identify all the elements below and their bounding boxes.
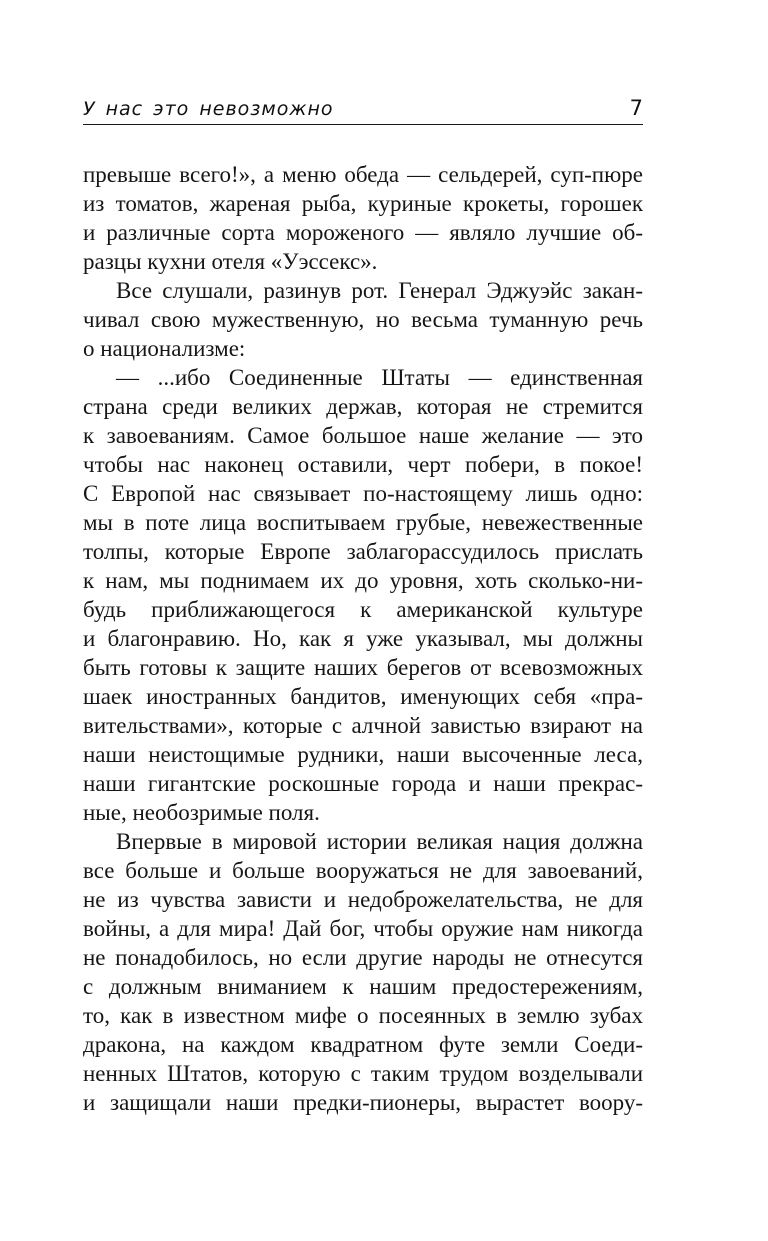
text-line: превыше всего!», а меню обеда — сельдерей, суп-пюре bbox=[83, 162, 643, 187]
text-line: — ...ибо Соединенные Штаты — единственная bbox=[116, 365, 643, 390]
text-line: и различные сорта мороженого — являло лучшие об- bbox=[83, 220, 643, 245]
text-line: С Европой нас связывает по-настоящему лишь одно: bbox=[83, 481, 643, 506]
body-text bbox=[83, 160, 643, 1117]
text-line: чивал свою мужественную, но весьма туманную речь bbox=[83, 307, 643, 332]
text-line: дракона, на каждом квадратном футе земли Соеди- bbox=[83, 1032, 643, 1057]
text-line: с должным вниманием к нашим предостережениям, bbox=[83, 974, 643, 999]
running-header bbox=[83, 96, 643, 125]
text-line: о национализме: bbox=[83, 336, 246, 361]
text-line: мы в поте лица воспитываем грубые, невежественные bbox=[83, 510, 643, 535]
page-number: 7 bbox=[629, 96, 643, 120]
text-line: наши гигантские роскошные города и наши прекрас- bbox=[83, 771, 643, 796]
book-page bbox=[83, 96, 643, 1117]
text-line: не из чувства зависти и недоброжелательства, не для bbox=[83, 887, 643, 912]
text-line: к завоеваниям. Самое большое наше желание — это bbox=[83, 423, 643, 448]
text-line: шаек иностранных бандитов, именующих себя «пра- bbox=[83, 684, 643, 709]
text-line: разцы кухни отеля «Уэссекс». bbox=[83, 249, 378, 274]
text-line: войны, а для мира! Дай бог, чтобы оружие нам никогда bbox=[83, 916, 643, 941]
text-line: то, как в известном мифе о посеянных в землю зубах bbox=[83, 1003, 643, 1028]
text-line: не понадобилось, но если другие народы не отнесутся bbox=[83, 945, 643, 970]
text-line: чтобы нас наконец оставили, черт побери, в покое! bbox=[83, 452, 643, 477]
text-line: ненных Штатов, которую с таким трудом возделывали bbox=[83, 1061, 643, 1086]
text-line: и защищали наши предки-пионеры, вырастет воору- bbox=[83, 1090, 643, 1115]
text-line: быть готовы к защите наших берегов от всевозможных bbox=[83, 655, 643, 680]
text-line: толпы, которые Европе заблагорассудилось прислать bbox=[83, 539, 643, 564]
text-line: из томатов, жареная рыба, куриные крокеты, горошек bbox=[83, 191, 643, 216]
text-line: и благонравию. Но, как я уже указывал, мы должны bbox=[83, 626, 643, 651]
text-line: вительствами», которые с алчной завистью взирают на bbox=[83, 713, 643, 738]
text-line: все больше и больше вооружаться не для завоеваний, bbox=[83, 858, 643, 883]
text-line: Впервые в мировой истории великая нация должна bbox=[116, 829, 643, 854]
running-title: У нас это невозможно bbox=[83, 98, 334, 120]
text-line: страна среди великих держав, которая не стремится bbox=[83, 394, 643, 419]
text-line: Все слушали, разинув рот. Генерал Эджуэйс закан- bbox=[116, 278, 643, 303]
text-line: наши неистощимые рудники, наши высоченные леса, bbox=[83, 742, 643, 767]
text-line: ные, необозримые поля. bbox=[83, 800, 320, 825]
text-line: к нам, мы поднимаем их до уровня, хоть сколько-ни- bbox=[83, 568, 643, 593]
text-line: будь приближающегося к американской культуре bbox=[83, 597, 643, 622]
